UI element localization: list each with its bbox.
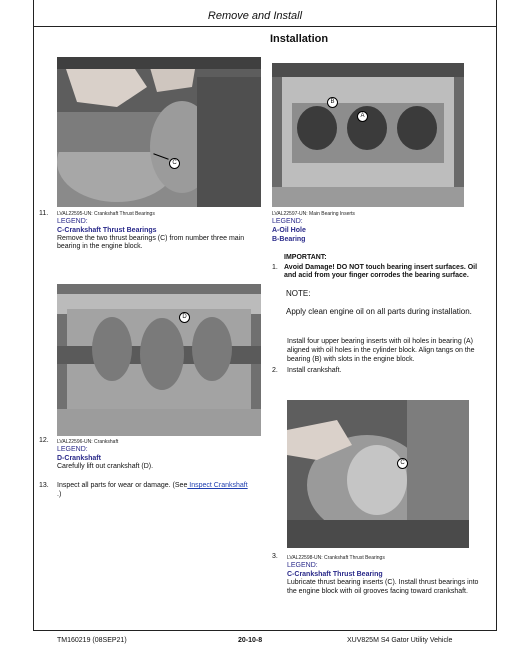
photo-thrust-bearing-install: [287, 400, 469, 548]
legend-item-c-thrust: C-Crankshaft Thrust Bearings: [57, 227, 157, 234]
figure-caption-12: LVAL22596-UN: Crankshaft: [57, 439, 119, 445]
important-line2: and acid from your finger corrodes the bearing surface.: [284, 272, 469, 279]
legend-title-main: LEGEND:: [272, 218, 303, 225]
install-text-line3: bearing (B) with slots in the engine block.: [287, 356, 415, 363]
legend-title-11: LEGEND:: [57, 218, 88, 225]
callout-c-marker: C: [169, 158, 180, 169]
note-text: Apply clean engine oil on all parts during installation.: [286, 307, 472, 316]
legend-item-b-bearing: B-Bearing: [272, 236, 306, 243]
photo-main-bearing-inserts: [272, 63, 464, 207]
step-12-text: Carefully lift out crankshaft (D).: [57, 463, 154, 470]
footer-rule: [33, 630, 497, 631]
install-text-line1: Install four upper bearing inserts with oil holes in bearing (A): [287, 338, 473, 345]
footer-vehicle-title: XUV825M S4 Gator Utility Vehicle: [347, 637, 453, 644]
step-13-number: 13.: [39, 482, 49, 489]
photo-crankshaft-thrust-bearings: [57, 57, 261, 207]
important-title: IMPORTANT:: [284, 254, 327, 261]
legend-item-c-thrust-bearing: C-Crankshaft Thrust Bearing: [287, 571, 383, 578]
step-3-text-line2: the engine block with oil grooves facing toward crankshaft.: [287, 588, 468, 595]
step-12-number: 12.: [39, 437, 49, 444]
step-11-text-line1: Remove the two thrust bearings (C) from number three main: [57, 235, 245, 242]
figure-caption-3: LVAL22598-UN: Crankshaft Thrust Bearings: [287, 555, 385, 561]
legend-title-3: LEGEND:: [287, 562, 318, 569]
figure-caption-11: LVAL22595-UN: Crankshaft Thrust Bearings: [57, 211, 155, 217]
footer-doc-id: TM160219 (08SEP21): [57, 637, 127, 644]
step-13-text-after: .): [57, 491, 62, 498]
note-label: NOTE:: [286, 289, 311, 298]
header-rule: [33, 26, 497, 27]
legend-title-12: LEGEND:: [57, 446, 88, 453]
step-2-number: 2.: [272, 367, 278, 374]
callout-d-marker: D: [179, 312, 190, 323]
callout-b-marker: B: [327, 97, 338, 108]
step-11-number: 11.: [39, 210, 49, 217]
legend-item-d-crankshaft: D-Crankshaft: [57, 455, 101, 462]
step-3-text-line1: Lubricate thrust bearing inserts (C). Install thrust bearings into: [287, 579, 479, 586]
step-3-number: 3.: [272, 553, 278, 560]
step-13-text: [57, 482, 267, 491]
important-number: 1.: [272, 264, 278, 271]
section-title: Installation: [270, 33, 329, 45]
content-frame-right: [496, 26, 497, 630]
step-11-text-line2: bearing in the engine block.: [57, 243, 143, 250]
important-line1: Avoid Damage! DO NOT touch bearing insert surfaces. Oil: [284, 264, 478, 271]
figure-caption-main-bearing: LVAL22597-UN: Main Bearing Inserts: [272, 211, 355, 217]
callout-c-marker-2: C: [397, 458, 408, 469]
callout-a-marker: A: [357, 111, 368, 122]
inspect-crankshaft-link[interactable]: Inspect Crankshaft: [187, 482, 248, 489]
legend-item-a-oil-hole: A-Oil Hole: [272, 227, 306, 234]
page-header-title: Remove and Install: [207, 10, 303, 22]
photo-crankshaft-removal: [57, 284, 261, 436]
install-text-line2: aligned with oil holes in the cylinder block. Align tangs on the: [287, 347, 475, 354]
step-2-text: Install crankshaft.: [287, 367, 342, 374]
content-frame-left: [33, 26, 34, 630]
step-13-text-before: Inspect all parts for wear or damage. (See: [57, 482, 188, 489]
footer-page-number: 20-10-8: [238, 637, 263, 644]
